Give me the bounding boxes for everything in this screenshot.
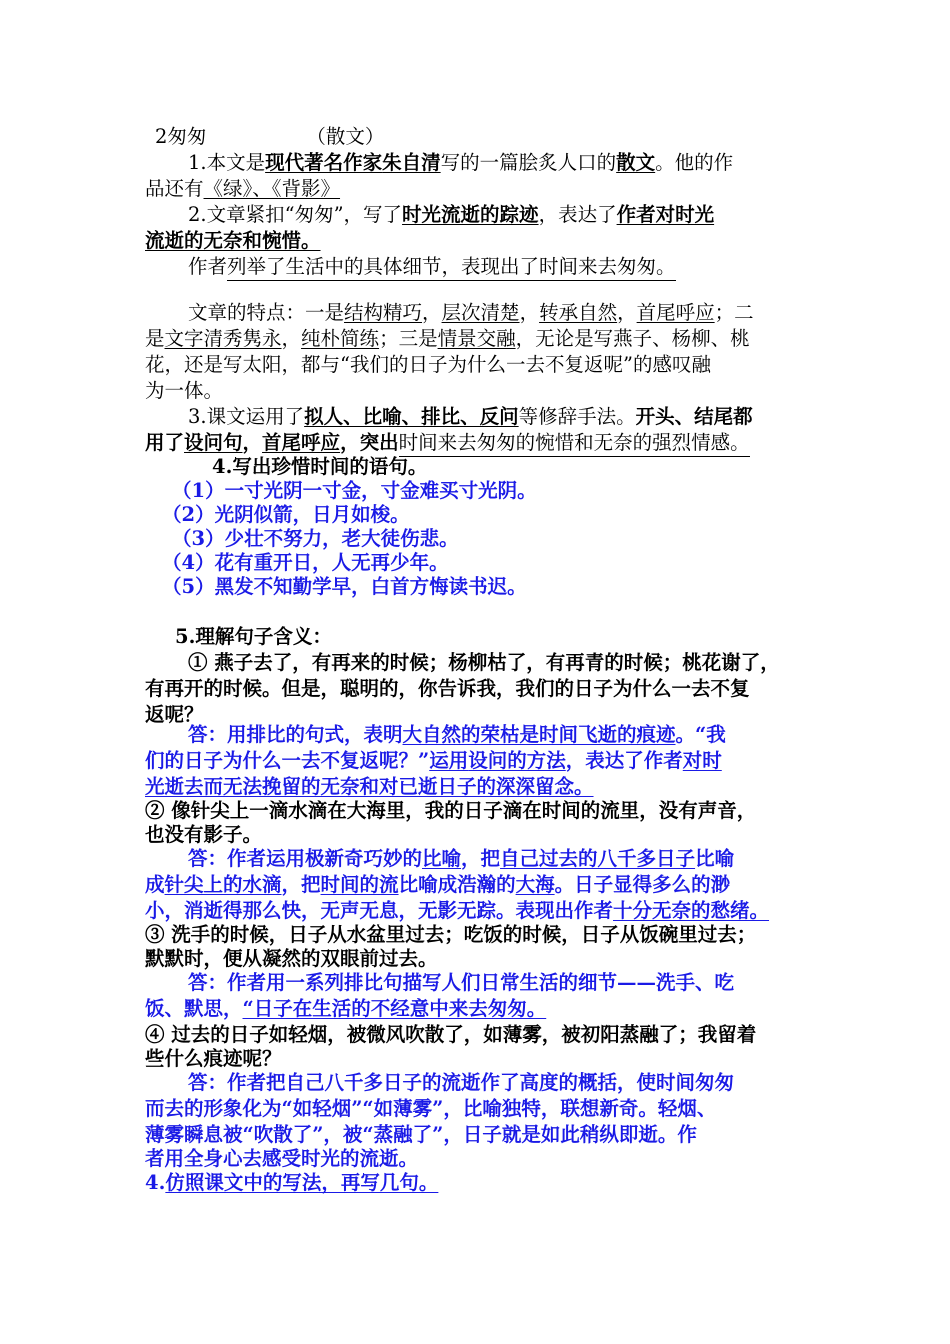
features-line-1: 文章的特点：一是结构精巧，层次清楚，转承自然，首尾呼应；二 xyxy=(188,301,754,324)
imitate-prompt: 4.仿照课文中的写法，再写几句。 xyxy=(145,1171,439,1194)
answer-1-line-2: 们的日子为什么一去不复返呢？”运用设问的方法，表达了作者对时 xyxy=(145,749,722,772)
answer-2-line-3: 小，消逝得那么快，无声无息，无影无踪。表现出作者十分无奈的愁绪。 xyxy=(145,899,770,922)
features-line-2: 是文字清秀隽永，纯朴简练；三是情景交融，无论是写燕子、杨柳、桃 xyxy=(145,327,750,350)
answer-3-line-1: 答：作者用一系列排比句描写人们日常生活的细节——洗手、吃 xyxy=(188,971,735,994)
q5-title: 5.理解句子含义： xyxy=(175,625,332,648)
answer-4-line-4: 者用全身心去感受时光的流逝。 xyxy=(145,1147,419,1170)
rhetoric-line-2: 用了设问句，首尾呼应，突出时间来去匆匆的惋惜和无奈的强烈情感。 xyxy=(145,430,750,457)
rhetoric-line-1: 3.课文运用了拟人、比喻、排比、反问等修辞手法。开头、结尾都 xyxy=(188,405,753,428)
para-1-line-2: 品还有《绿》、《背影》 xyxy=(145,177,341,200)
sentence-2-line-2: 也没有影子。 xyxy=(145,823,263,846)
sentence-1-line-1: ① 燕子去了，有再来的时候；杨柳枯了，有再青的时候；桃花谢了， xyxy=(188,651,780,674)
answer-1-line-3: 光逝去而无法挽留的无奈和对已逝日子的深深留念。 xyxy=(145,775,594,798)
sentence-1-line-2: 有再开的时候。但是，聪明的，你告诉我，我们的日子为什么一去不复 xyxy=(145,677,750,700)
quote-item: （4）花有重开日，人无再少年。 xyxy=(162,551,449,574)
sentence-3-line-2: 默默时，便从凝然的双眼前过去。 xyxy=(145,947,438,970)
para-2-line-2: 流逝的无奈和惋惜。 xyxy=(145,229,321,252)
sentence-2-line-1: ② 像针尖上一滴水滴在大海里，我的日子滴在时间的流里，没有声音， xyxy=(145,799,757,822)
para-3: 作者列举了生活中的具体细节，表现出了时间来去匆匆。 xyxy=(188,254,676,281)
sentence-1-line-3: 返呢？ xyxy=(145,703,204,726)
lesson-title: 2匆匆 （散文） xyxy=(155,125,385,148)
quote-item: （5）黑发不知勤学早，白首方悔读书迟。 xyxy=(162,575,527,598)
sentence-4-line-2: 些什么痕迹呢？ xyxy=(145,1047,282,1070)
features-line-3: 花，还是写太阳，都与“我们的日子为什么一去不复返呢”的感叹融 xyxy=(145,353,711,376)
features-line-4: 为一体。 xyxy=(145,379,224,402)
answer-4-line-1: 答：作者把自己八千多日子的流逝作了高度的概括，使时间匆匆 xyxy=(188,1071,735,1094)
quote-item: （1）一寸光阴一寸金，寸金难买寸光阴。 xyxy=(172,479,537,502)
sentence-3-line-1: ③ 洗手的时候，日子从水盆里过去；吃饭的时候，日子从饭碗里过去； xyxy=(145,923,757,946)
sentence-4-line-1: ④ 过去的日子如轻烟，被微风吹散了，如薄雾，被初阳蒸融了；我留着 xyxy=(145,1023,757,1046)
q4-title: 4.写出珍惜时间的语句。 xyxy=(212,455,428,478)
quote-item: （2）光阴似箭，日月如梭。 xyxy=(162,503,410,526)
answer-4-line-3: 薄雾瞬息被“吹散了”，被“蒸融了”，日子就是如此稍纵即逝。作 xyxy=(145,1123,697,1146)
answer-1-line-1: 答：用排比的句式，表明大自然的荣枯是时间飞逝的痕迹。“我 xyxy=(188,723,726,746)
answer-2-line-2: 成针尖上的水滴，把时间的流比喻成浩瀚的大海。日子显得多么的渺 xyxy=(145,873,731,896)
answer-2-line-1: 答：作者运用极新奇巧妙的比喻，把自己过去的八千多日子比喻 xyxy=(188,847,735,870)
quote-item: （3）少壮不努力，老大徒伤悲。 xyxy=(172,527,459,550)
para-2-line-1: 2.文章紧扣“匆匆”，写了时光流逝的踪迹，表达了作者对时光 xyxy=(188,203,715,226)
answer-4-line-2: 而去的形象化为“如轻烟”“如薄雾”，比喻独特，联想新奇。轻烟、 xyxy=(145,1097,717,1120)
para-1-line-1: 1.本文是现代著名作家朱自清写的一篇脍炙人口的散文。他的作 xyxy=(188,151,734,174)
answer-3-line-2: 饭、默思，“日子在生活的不经意中来去匆匆。 xyxy=(145,997,547,1020)
